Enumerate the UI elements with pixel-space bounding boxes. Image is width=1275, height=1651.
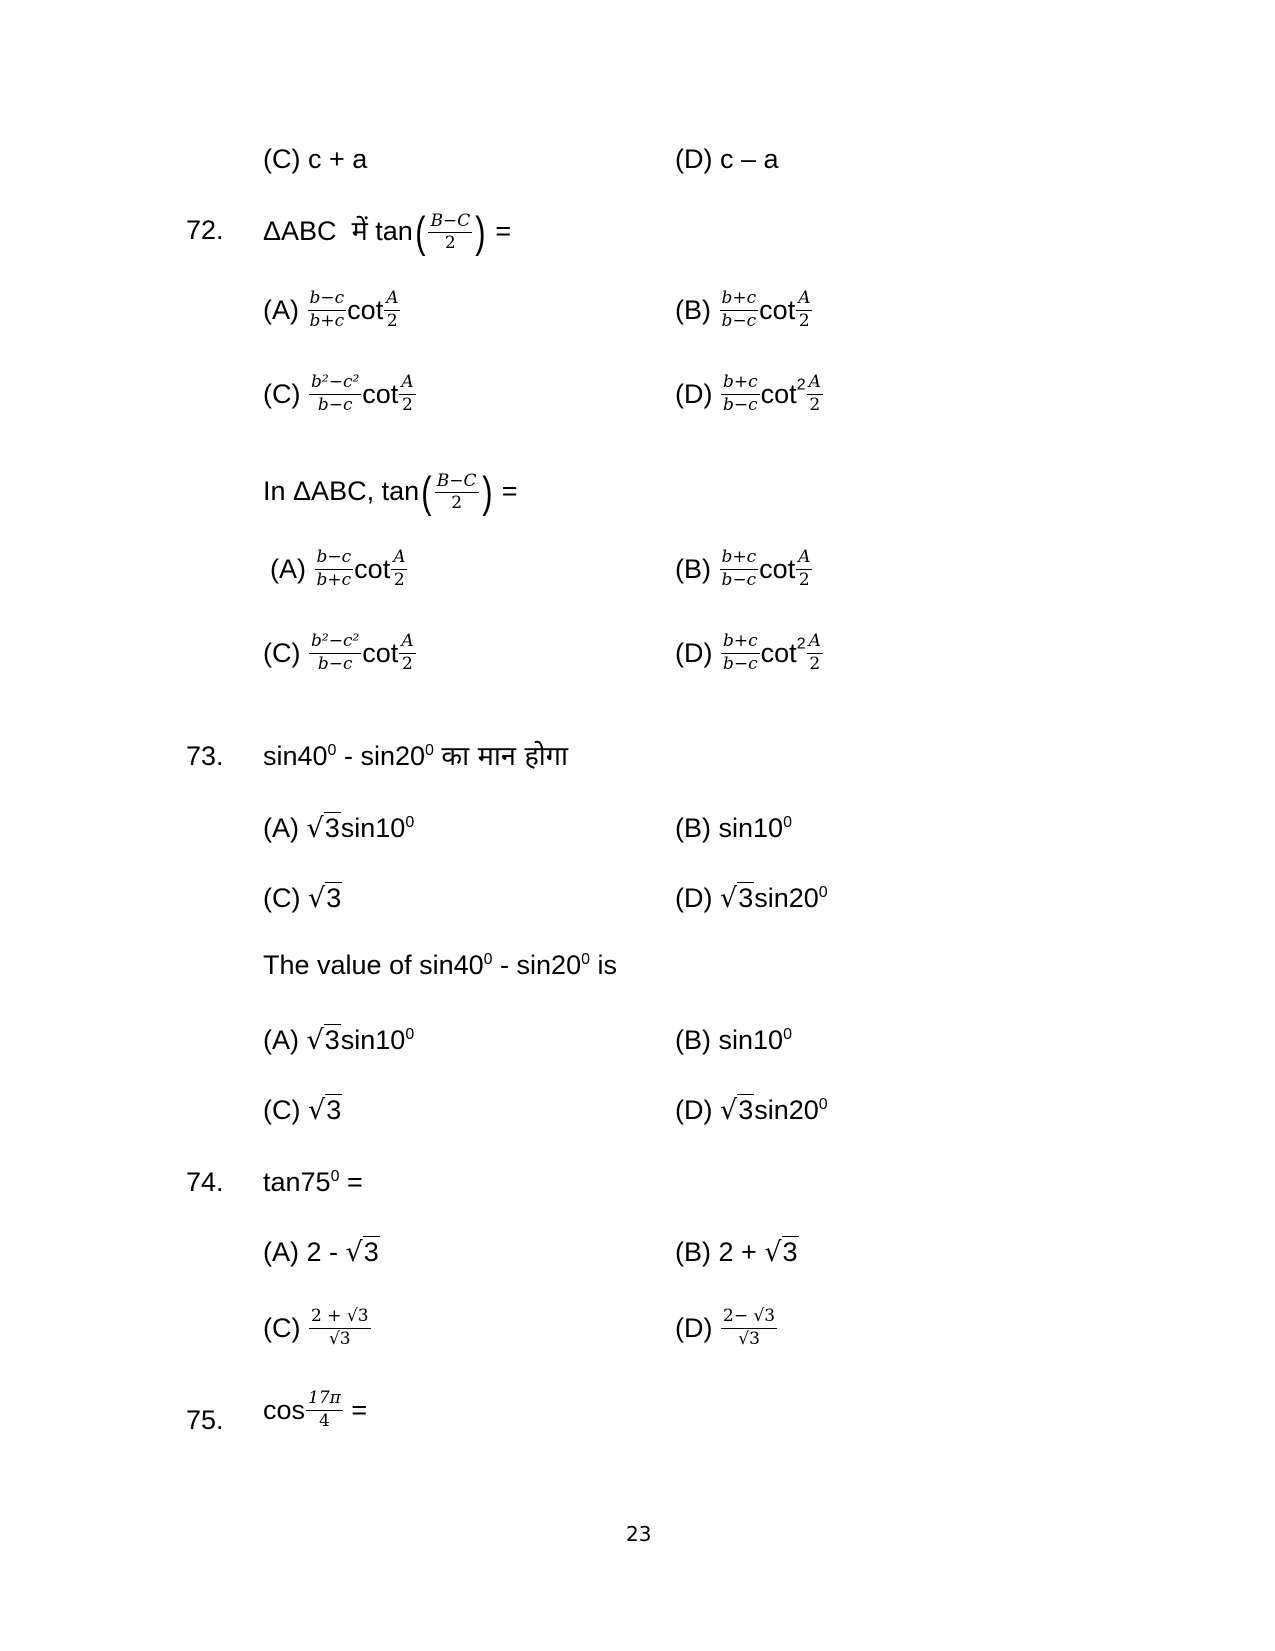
question-73-hindi: $\sin 40^0 - \sin 20^0$ का मान होगा — [263, 741, 568, 772]
question-72-english: In ΔABC, tan( $\frac{B-C}{2}$ ) = — [263, 467, 518, 517]
q72-en-option-c: (C) $\frac{\text{b²−c²}}{b-c}$ cot $\frac{A}{2}$ — [263, 631, 414, 674]
q72-en-option-a: (A) $\frac{b-c}{b+c}$ cot $\frac{A}{2}$ — [270, 547, 406, 590]
question-number-73: 73. — [186, 741, 224, 771]
q74-option-a: (A) 2 - √3 — [263, 1237, 379, 1268]
q73-en-option-b: (B) $\sin 10^0$ — [675, 1025, 792, 1055]
q72-en-option-d: (D) $\frac{b+c}{b-c}$ $\cot^2$ $\frac{A}{2}$ — [675, 631, 821, 674]
question-73-english: The value of $\sin 40^0 - \sin 20^0$ is — [263, 950, 617, 980]
q74-option-d: (D) $\frac{2- √3}{√3}$ — [675, 1306, 776, 1349]
question-75: cos $\frac{17\pi}{4}$ = — [263, 1388, 368, 1431]
question-number-74: 74. — [186, 1167, 224, 1197]
q73-option-d: (D) $√3\sin 20^0$ — [675, 883, 828, 914]
q73-en-option-d: (D) $√3\sin 20^0$ — [675, 1095, 828, 1126]
option-d-prev: (D) c – a — [675, 144, 779, 174]
question-74: $\tan 75^0$ = — [263, 1167, 363, 1197]
q73-option-a: (A) $√3\sin 10^0$ — [263, 813, 415, 844]
q72-en-option-b: (B) $\frac{b+c}{b-c}$ cot $\frac{A}{2}$ — [675, 547, 811, 590]
question-number-75: 75. — [186, 1405, 224, 1435]
q73-en-option-a: (A) $√3\sin 10^0$ — [263, 1025, 415, 1056]
q72-option-b: (B) $\frac{b+c}{b-c}$ cot $\frac{A}{2}$ — [675, 288, 811, 331]
q72-option-a: (A) $\frac{b-c}{b+c}$ cot $\frac{A}{2}$ — [263, 288, 399, 331]
option-c-prev: (C) c + a — [263, 144, 368, 174]
q73-option-c: (C) √3 — [263, 883, 342, 914]
page-number: 23 — [626, 1522, 652, 1546]
q73-option-b: (B) $\sin 10^0$ — [675, 813, 792, 843]
q73-en-option-c: (C) √3 — [263, 1095, 342, 1126]
q74-option-c: (C) $\frac{2 + √3}{√3}$ — [263, 1306, 369, 1349]
q74-option-b: (B) 2 + √3 — [675, 1237, 798, 1268]
question-72-hindi: ΔABC में tan( $\frac{B-C}{2}$ ) = — [263, 207, 512, 257]
q72-option-d: (D) $\frac{b+c}{b-c}$ $\cot^2$ $\frac{A}{2}$ — [675, 372, 821, 415]
q72-option-c: (C) $\frac{\text{b²−c²}}{b-c}$ cot $\frac{A}{2}$ — [263, 372, 414, 415]
question-number-72: 72. — [186, 215, 224, 245]
